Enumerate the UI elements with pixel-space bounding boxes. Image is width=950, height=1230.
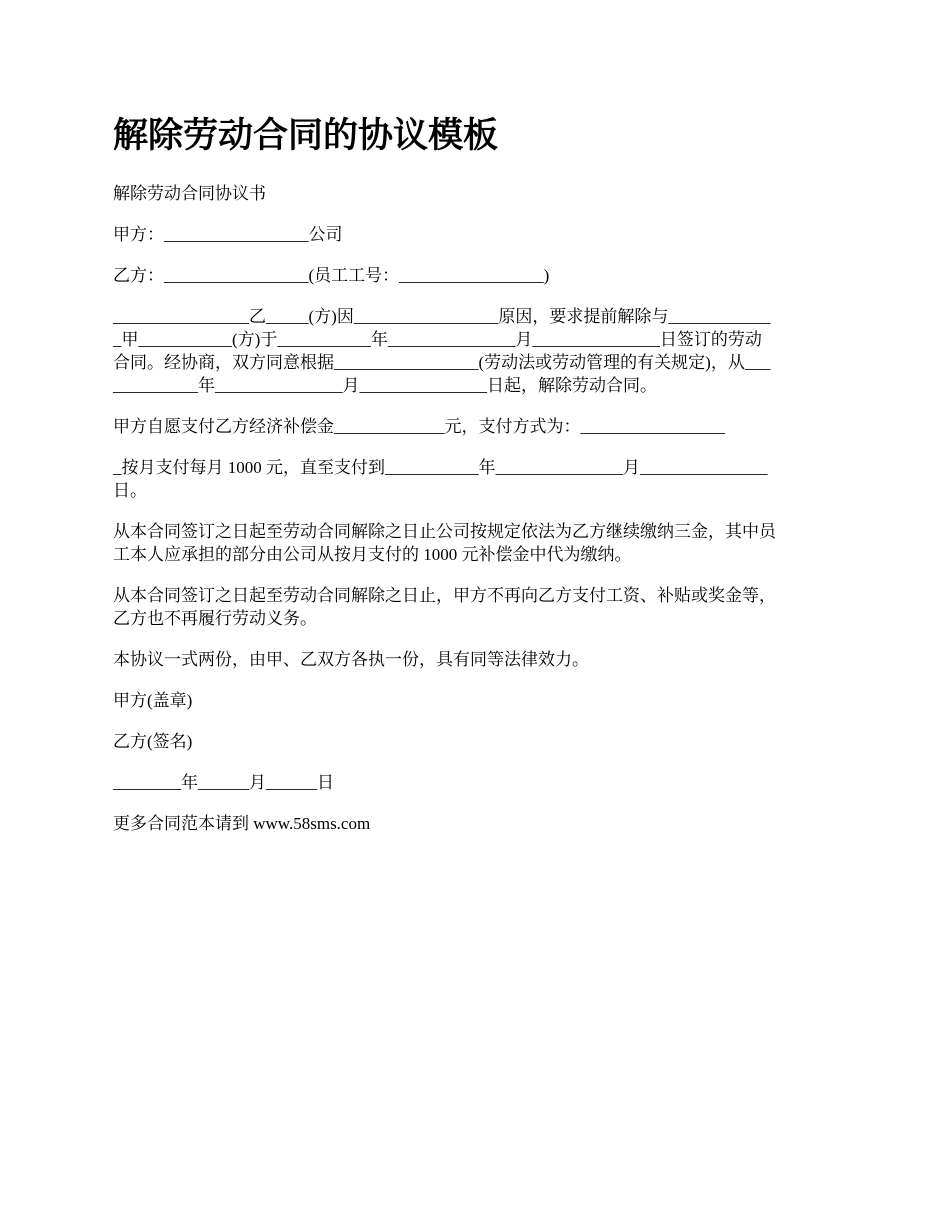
document-page xyxy=(113,110,839,853)
payment-schedule-clause: _按月支付每月 1000 元，直至支付到___________年_______________月_______________ 日。 xyxy=(113,458,768,500)
footer-link-text: 更多合同范本请到 www.58sms.com xyxy=(113,814,371,833)
termination-clause: ________________乙_____(方)因_________________原因，要求提前解除与____________ _甲___________(方)于___________年_______________月_______________日签订的劳动 合同。经协商，双方同意根据_________________(劳动法或劳动管理的有关规定)，从___ __________年_______________月_______________日起，解除劳动合同。 xyxy=(113,307,771,395)
party-b-line: 乙方：_________________(员工工号：_________________) xyxy=(113,266,550,285)
party-a-line: 甲方：_________________公司 xyxy=(113,225,343,244)
agreement-heading: 解除劳动合同协议书 xyxy=(113,184,266,203)
document-title: 解除劳动合同的协议模板 xyxy=(113,116,499,156)
date-line: ________年______月______日 xyxy=(113,773,334,792)
compensation-clause: 甲方自愿支付乙方经济补偿金_____________元，支付方式为：_________________ xyxy=(113,417,725,436)
wages-clause: 从本合同签订之日起至劳动合同解除之日止，甲方不再向乙方支付工资、补贴或奖金等， 乙方也不再履行劳动义务。 xyxy=(113,586,776,628)
copies-clause: 本协议一式两份，由甲、乙双方各执一份，具有同等法律效力。 xyxy=(113,650,589,669)
party-a-seal-line: 甲方(盖章) xyxy=(113,691,193,710)
party-b-signature-line: 乙方(签名) xyxy=(113,732,193,751)
insurance-clause: 从本合同签订之日起至劳动合同解除之日止公司按规定依法为乙方继续缴纳三金，其中员 工本人应承担的部分由公司从按月支付的 1000 元补偿金中代为缴纳。 xyxy=(113,522,776,564)
